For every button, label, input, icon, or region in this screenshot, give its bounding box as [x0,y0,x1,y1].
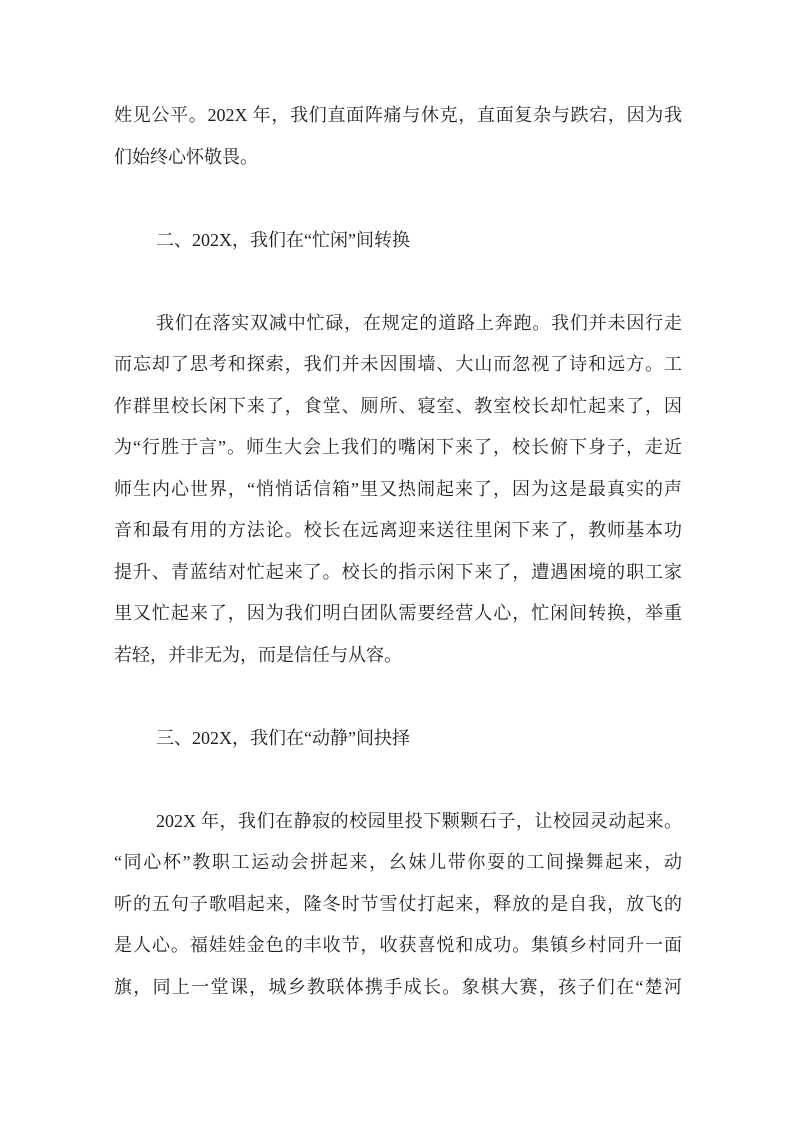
section-heading [114,718,682,760]
document-body [114,95,682,1008]
heading-line: 三、202X，我们在“动静”间抉择 [156,727,410,748]
text-line: 里又忙起来了，因为我们明白团队需要经营人心，忙闲间转换，举重 [114,603,682,623]
heading-line: 二、202X，我们在“忙闲”间转换 [156,229,410,250]
text-line: 若轻，并非无为，而是信任与从容。 [114,644,402,665]
text-line: 旗，同上一堂课，城乡教联体携手成长。象棋大赛，孩子们在“楚河 [114,976,682,997]
blank-line [114,676,682,718]
text-line: 为“行胜于言”。师生大会上我们的嘴闲下来了，校长俯下身子，走近 [114,437,682,457]
text-line: 听的五句子歌唱起来，隆冬时节雪仗打起来，释放的是自我，放飞的 [114,893,682,914]
blank-line [114,261,682,303]
text-line: 提升、青蓝结对忙起来了。校长的指示闲下来了，遭遇困境的职工家 [114,561,682,582]
paragraph [114,303,682,677]
paragraph [114,95,682,178]
blank-line [114,759,682,801]
blank-line [114,178,682,220]
section-heading [114,220,682,262]
text-line: 我们在落实双减中忙碌，在规定的道路上奔跑。我们并未因行走 [156,312,682,333]
text-line: 而忘却了思考和探索，我们并未因围墙、大山而忽视了诗和远方。工 [114,354,682,374]
text-line: 音和最有用的方法论。校长在远离迎来送往里闲下来了，教师基本功 [114,520,682,540]
text-line: “同心杯”教职工运动会拼起来，幺妹儿带你耍的工间操舞起来，动 [114,852,682,872]
text-line: 姓见公平。202X 年，我们直面阵痛与休克，直面复杂与跌宕，因为我 [114,105,682,125]
paragraph [114,801,682,1009]
text-line: 是人心。福娃娃金色的丰收节，收获喜悦和成功。集镇乡村同升一面 [114,935,682,955]
text-line: 们始终心怀敬畏。 [114,146,258,167]
text-line: 202X 年，我们在静寂的校园里投下颗颗石子，让校园灵动起来。 [156,810,682,831]
text-line: 作群里校长闲下来了，食堂、厕所、寝室、教室校长却忙起来了，因 [114,395,682,416]
text-line: 师生内心世界，“悄悄话信箱”里又热闹起来了，因为这是最真实的声 [114,478,682,499]
